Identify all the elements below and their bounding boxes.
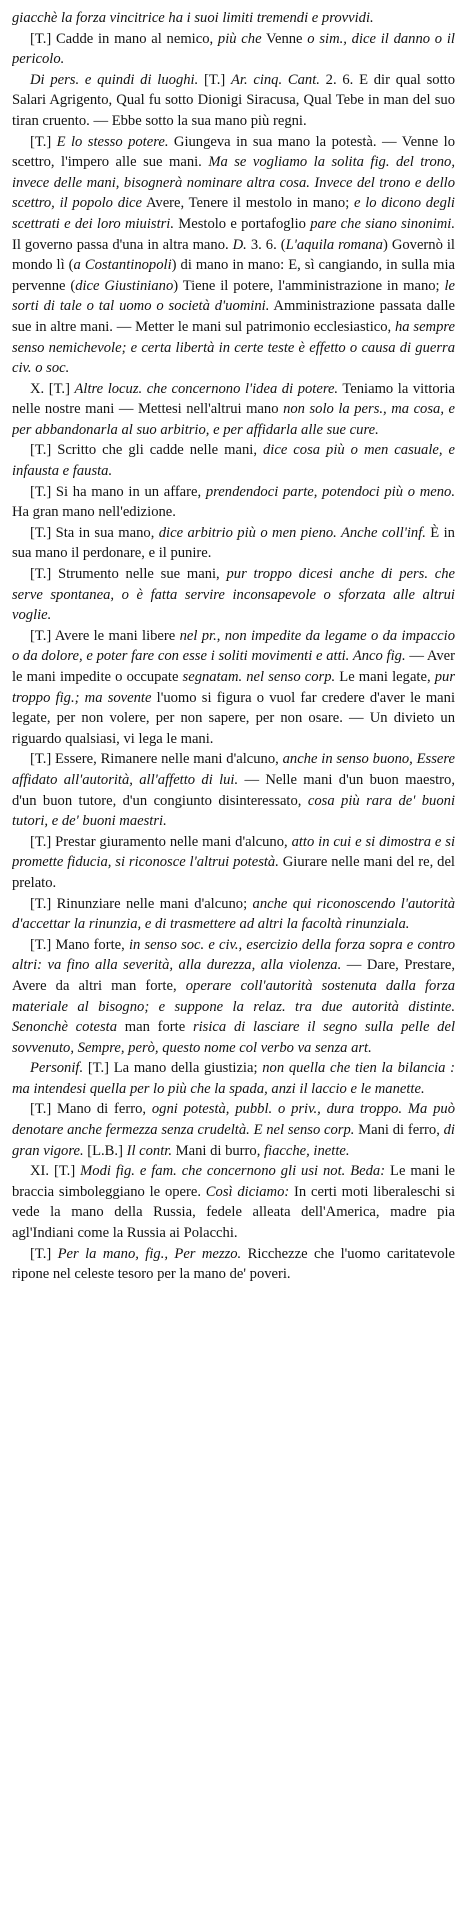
body-text: Amministrazione passata dalle sue in altre mani. — Metter le mani sul patrimonio ecclesiastico, xyxy=(12,298,455,335)
body-text: Teniamo la vittoria nelle nostre mani — Mettesi nell'altrui mano xyxy=(12,380,455,418)
body-text: l'uomo si figura o vuol far credere d'aver le mani legate, per non volere, per non sapere, per non osare. — Un divieto un riguardo qualsiasi, vi lega le mani. xyxy=(12,689,455,747)
body-text: [L.B.] xyxy=(83,1142,127,1159)
italic-gloss: giacchè la forza vincitrice ha i suoi limiti tremendi e provvidi. xyxy=(12,10,374,26)
body-text: Ricchezze che l'uomo caritatevole ripone nel celeste tesoro per la mano de' poveri. xyxy=(12,1245,455,1283)
italic-gloss: E lo stesso potere. xyxy=(56,133,169,150)
italic-gloss: dice cosa più o men casuale, e infausta e fausta. xyxy=(12,442,455,480)
body-text: Giurare nelle mani del re, del prelato. xyxy=(12,854,455,891)
body-text: XI. [T.] xyxy=(30,1163,81,1180)
body-text: [T.] Mano di ferro, xyxy=(30,1101,152,1118)
dictionary-page xyxy=(12,8,455,1901)
italic-gloss: D. xyxy=(232,236,247,253)
italic-gloss: segnatam. nel senso corp. xyxy=(182,669,336,685)
body-text: [T.] Scritto che gli cadde nelle mani, xyxy=(30,442,263,459)
entry-paragraph xyxy=(12,894,455,935)
body-text: [T.] Prestar giuramento nelle mani d'alcuno, xyxy=(30,833,292,850)
italic-gloss: anche qui riconoscendo l'autorità d'accettar la rinunzia, e di trasmettere ad altri la facoltà rinunziala. xyxy=(12,895,455,933)
entry-paragraph xyxy=(12,1244,455,1285)
italic-gloss: nel pr., non impedite da legame o da impaccio o da dolore, e poter fare con esse i soliti movimenti e atti. Anco fig. xyxy=(12,627,455,665)
body-text: In certi moti liberaleschi si vede la mano della Russia, fedele alleata dell'America, madre pia agl'Indiani come la Russia ai Polacchi. xyxy=(12,1183,455,1242)
italic-gloss: le sorti di tale o tal uomo o società d'uomini. xyxy=(12,277,455,315)
body-text: — Dare, Prestare, Avere da altri man forte, xyxy=(12,957,455,994)
body-text: Mani di burro, xyxy=(171,1142,264,1159)
body-text: [T.] Sta in sua mano, xyxy=(30,524,159,541)
body-text: Il governo passa d'una in altra mano. xyxy=(12,236,233,253)
body-text: [T.] Mano forte, xyxy=(30,936,129,953)
italic-gloss: dice Giustiniano xyxy=(75,277,174,294)
body-text: [T.] Essere, Rimanere nelle mani d'alcuno, xyxy=(30,751,283,768)
italic-gloss: anche in senso buono, Essere affidato all'autorità, all'affetto di lui. xyxy=(12,751,455,788)
italic-gloss: atto in cui e si dimostra e si promette fiducia, si riconosce l'altrui potestà. xyxy=(12,833,455,871)
body-text: Mani di ferro, xyxy=(354,1122,444,1139)
italic-gloss: Il contr. xyxy=(126,1142,172,1159)
entry-paragraph xyxy=(12,70,455,132)
body-text: Le mani le braccia simboleggiano le opere. xyxy=(12,1163,455,1200)
body-text: [T.] Avere le mani libere xyxy=(30,627,180,644)
italic-gloss: in senso soc. e civ., esercizio della forza sopra e contro altri: va fino alla severità, alla durezza, alla violenza. xyxy=(12,936,455,974)
italic-gloss: Ma se vogliamo la solita fig. del trono, invece delle mani, bisognerà nominare altra cosa. Invece del trono e dello scettro, il popolo dice xyxy=(12,154,455,212)
body-text: [T.] Si ha mano in un affare, xyxy=(30,483,206,500)
body-text: — Nelle mani d'un buon maestro, d'un buon tutore, d'un congiunto disinteressato, xyxy=(12,771,455,809)
entry-paragraph xyxy=(12,1058,455,1099)
italic-gloss: a Costantinopoli xyxy=(73,257,172,274)
italic-gloss: ogni potestà, pubbl. o priv., dura troppo. Ma può denotare anche fermezza senza crudeltà. E nel senso corp. xyxy=(12,1101,455,1139)
body-text: Avere, Tenere il mestolo in mano; xyxy=(142,195,355,212)
body-text: ) di mano in mano: E, sì cangiando, in sulla mia pervenne ( xyxy=(12,257,455,294)
italic-gloss: Modi fig. e fam. che concernono gli usi not. Beda: xyxy=(80,1163,386,1180)
entry-paragraph xyxy=(12,29,455,70)
entry-paragraph xyxy=(12,8,455,29)
italic-gloss: Di pers. e quindi di luoghi. xyxy=(30,71,199,88)
entry-paragraph xyxy=(12,132,455,379)
italic-gloss: non quella che tien la bilancia : ma intendesi quella per lo più che la spada, anzi il laccio e le manette. xyxy=(12,1060,455,1097)
body-text: man forte xyxy=(117,1019,193,1036)
body-text: 2. 6. E dir qual sotto Salari Agrigento, Qual fu sotto Dionigi Siracusa, Qual Tebe in man del suo tiran cruento. — Ebbe sotto la sua mano più regni. xyxy=(12,71,455,129)
entry-paragraph xyxy=(12,749,455,831)
italic-gloss: non solo la pers., ma cosa, e per abbandonarla al suo arbitrio, e per affidarla alle sue cure. xyxy=(12,401,455,438)
body-text: ) Governò il mondo lì ( xyxy=(12,236,455,274)
italic-gloss: risica di lasciare il segno sulla pelle del sovvenuto, Sempre, però, questo nome col verbo va senza art. xyxy=(12,1019,455,1056)
entry-paragraph xyxy=(12,626,455,750)
body-text: [T.] xyxy=(30,1245,58,1262)
italic-gloss: prendendoci parte, potendoci più o meno. xyxy=(205,483,455,500)
body-text: [T.] xyxy=(198,71,231,88)
italic-gloss: pare che siano sinonimi. xyxy=(310,215,455,232)
body-text: 3. 6. ( xyxy=(246,236,286,253)
body-text: [T.] xyxy=(30,133,57,150)
body-text: [T.] La mano della giustizia; xyxy=(83,1060,263,1077)
italic-gloss: dice arbitrio più o men pieno. Anche coll'inf. xyxy=(158,524,426,541)
italic-gloss: ha sempre senso nemichevole; e certa libertà in certe teste è effetto o causa di guerra civ. o soc. xyxy=(12,318,455,377)
body-text: X. [T.] xyxy=(30,380,75,397)
body-text: Mestolo e portafoglio xyxy=(174,215,311,232)
italic-gloss: pur troppo fig.; ma sovente xyxy=(12,669,455,706)
body-text: — Aver le mani impedite o occupate xyxy=(12,648,455,685)
entry-paragraph xyxy=(12,440,455,481)
entry-paragraph xyxy=(12,379,455,441)
italic-gloss: Per la mano, fig., Per mezzo. xyxy=(57,1245,242,1262)
italic-gloss: e lo dicono degli scettrati e dei loro miuistri. xyxy=(12,195,455,232)
italic-gloss: o sim., dice il danno o il pericolo. xyxy=(12,30,455,68)
entry-paragraph xyxy=(12,482,455,523)
body-text: [T.] Rinunziare nelle mani d'alcuno; xyxy=(30,895,253,912)
body-text: È in sua mano il perdonare, e il punire. xyxy=(12,524,455,562)
italic-gloss: Ar. cinq. Cant. xyxy=(230,71,320,88)
italic-gloss: Altre locuz. che concernono l'idea di potere. xyxy=(74,380,339,397)
italic-gloss: fiacche, inette. xyxy=(264,1142,350,1159)
entry-paragraph xyxy=(12,832,455,894)
italic-gloss: più che xyxy=(217,30,262,47)
italic-gloss: Così diciamo: xyxy=(205,1183,290,1200)
italic-gloss: L'aquila romana xyxy=(285,236,383,253)
body-text: [T.] Cadde in mano al nemico, xyxy=(30,30,218,47)
entry-paragraph xyxy=(12,523,455,564)
body-text: ) Tiene il potere, l'amministrazione in mano; xyxy=(173,277,445,294)
italic-gloss: cosa più rara de' buoni tutori, e de' buoni maestri. xyxy=(12,792,455,830)
body-text: Le mani legate, xyxy=(335,669,435,685)
italic-gloss: pur troppo dicesi anche di pers. che serve spontanea, o è fatta servire inconsapevole o sforzata alle altrui voglie. xyxy=(12,566,455,624)
italic-gloss: operare coll'autorità sostenuta dalla forza materiale al bisogno; e suppone la relaz. tra due autorità distinte. Senonchè cotesta xyxy=(12,977,455,1036)
entry-paragraph xyxy=(12,1161,455,1243)
body-text: [T.] Strumento nelle sue mani, xyxy=(30,566,227,583)
body-text: Ha gran mano nell'edizione. xyxy=(12,504,176,521)
body-text: Giungeva in sua mano la potestà. — Venne lo scettro, l'impero alle sue mani. xyxy=(12,133,455,171)
entry-paragraph xyxy=(12,1099,455,1161)
body-text: Venne xyxy=(261,30,308,47)
entry-paragraph xyxy=(12,564,455,626)
entry-paragraph xyxy=(12,935,455,1059)
italic-gloss: Personif. xyxy=(30,1060,84,1077)
italic-gloss: di gran vigore. xyxy=(12,1122,455,1159)
